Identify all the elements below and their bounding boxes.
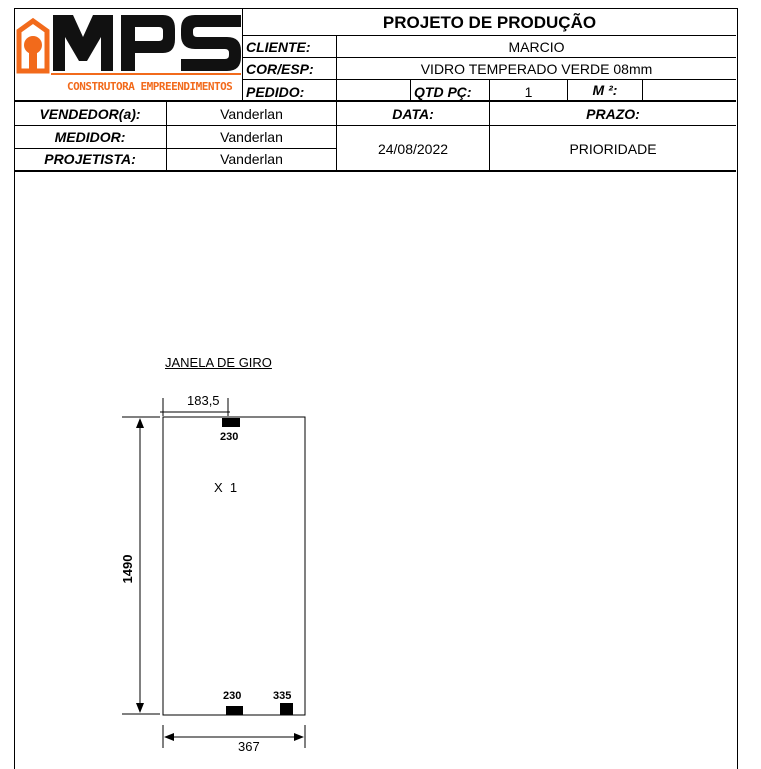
offset-dim-label: 183,5 xyxy=(187,393,220,408)
top-hinge-mark xyxy=(222,418,240,427)
top-hole-label: 230 xyxy=(220,431,239,443)
m2-label: M ²: xyxy=(592,82,618,98)
corner-hole-label: 335 xyxy=(273,690,292,702)
medidor-label: MEDIDOR: xyxy=(54,129,126,145)
drawing-title: JANELA DE GIRO xyxy=(165,355,272,370)
width-dim-label: 367 xyxy=(238,739,260,754)
prazo-value: PRIORIDADE xyxy=(569,141,657,157)
logo-subtitle: CONSTRUTORA EMPREENDIMENTOS xyxy=(67,80,233,93)
quantity-label: X 1 xyxy=(214,480,238,495)
qtd-label: QTD PÇ: xyxy=(414,84,472,100)
cliente-label: CLIENTE: xyxy=(246,39,311,55)
data-label: DATA: xyxy=(392,106,434,122)
projetista-label: PROJETISTA: xyxy=(44,151,136,167)
height-dim-label: 1490 xyxy=(120,554,135,584)
corner-lock-mark xyxy=(280,703,293,715)
cor-esp-value: VIDRO TEMPERADO VERDE 08mm xyxy=(420,61,653,77)
medidor-value: Vanderlan xyxy=(220,129,283,145)
bottom-hole-label: 230 xyxy=(223,690,242,702)
vendedor-label: VENDEDOR(a): xyxy=(39,106,141,122)
prazo-label: PRAZO: xyxy=(586,106,640,122)
bottom-hinge-mark xyxy=(226,706,243,715)
pedido-label: PEDIDO: xyxy=(246,84,305,100)
vendedor-value: Vanderlan xyxy=(220,106,283,122)
page-title: PROJETO DE PRODUÇÃO xyxy=(382,13,597,32)
cor-esp-label: COR/ESP: xyxy=(246,61,314,77)
cliente-value: MARCIO xyxy=(508,39,565,55)
data-value: 24/08/2022 xyxy=(377,141,449,157)
projetista-value: Vanderlan xyxy=(220,151,283,167)
qtd-value: 1 xyxy=(524,84,533,100)
glass-panel xyxy=(163,417,305,715)
